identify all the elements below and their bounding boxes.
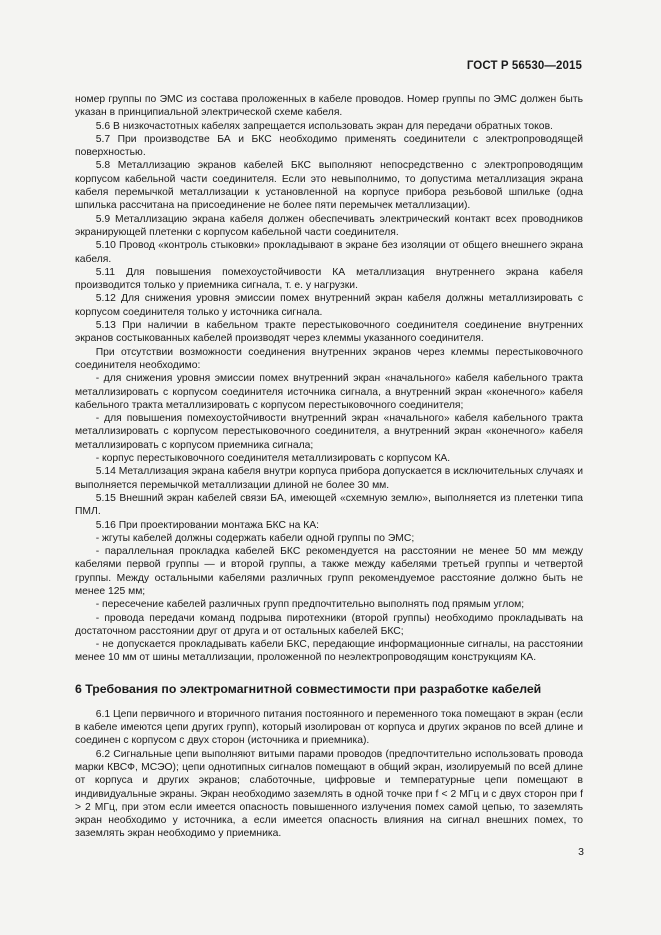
list-item: - провода передачи команд подрыва пиротехники (второй группы) необходимо прокладывать на достаточном расстоянии друг от друга и от остальных кабелей БКС; bbox=[75, 612, 583, 637]
paragraph-5-15: 5.15 Внешний экран кабелей связи БА, имеющей «схемную землю», выполняется из плетенки типа ПМЛ. bbox=[75, 492, 583, 518]
paragraph-continuation: номер группы по ЭМС из состава проложенных в кабеле проводов. Номер группы по ЭМС должен быть указан в принципиальной электрической схеме кабеля. bbox=[75, 94, 583, 119]
paragraph-5-7: 5.7 При производстве БА и БКС необходимо применять соединители с электропроводящей поверхностью. bbox=[75, 133, 583, 159]
list-item: - параллельная прокладка кабелей БКС рекомендуется на расстоянии не менее 50 мм между кабелями первой группы — и второй группы, а также между кабелями третьей группы и четвертой группы. Между остальными кабелями различных групп рекомендуемое расстояние должно быть не менее 125 мм; bbox=[75, 546, 583, 597]
paragraph-5-9: 5.9 Металлизацию экрана кабеля должен обеспечивать электрический контакт всех проводников экранирующей плетенки с корпусом кабельной части соединителя. bbox=[75, 213, 583, 238]
list-item: - жгуты кабелей должны содержать кабели одной группы по ЭМС; bbox=[95, 532, 415, 544]
paragraph-5-8: 5.8 Металлизацию экранов кабелей БКС выполняют непосредственно с электропроводящим корпусом кабельной части соединителя. Если это невыполнимо, то допустима металлизация экрана кабеля перемычкой металлизации к установленной на корпусе прибора резьбовой шпильке (одна шпилька рассчитана на присоединение не более пяти перемычек металлизации). bbox=[75, 160, 583, 212]
list-item: - корпус перестыковочного соединителя металлизировать с корпусом КА. bbox=[95, 453, 451, 465]
paragraph-5-10: 5.10 Провод «контроль стыковки» прокладывают в экране без изоляции от общего внешнего экрана кабеля. bbox=[75, 240, 583, 265]
paragraph-5-13: 5.13 При наличии в кабельном тракте перестыковочного соединителя соединение внутренних экранов состыкованных кабелей производят через клеммы указанного соединителя. bbox=[75, 320, 583, 345]
paragraph-5-11: 5.11 Для повышения помехоустойчивости КА металлизация внутреннего экрана кабеля производится только у приемника сигнала, т. е. у нагрузки. bbox=[75, 266, 583, 292]
paragraph-6-2: 6.2 Сигнальные цепи выполняют витыми парами проводов (предпочтительно использовать провода марки КВСФ, МСЭО); цепи однотипных сигналов помещают в общий экран, изолируемый по всей длине от корпуса и других экранов; слаботочные, цифровые и температурные цепи помещают в индивидуальные экраны. Экран необходимо заземлять в одной точке при f < 2 МГц и с двух сторон при f > 2 МГц, при этом если имеется опасность повышенного излучения помех самой цепью, то заземлять экран необходимо у источника, а если имеется опасность влияния на сигнал внешних помех, то заземлять экран необходимо у приемника. bbox=[75, 748, 583, 840]
paragraph-5-12: 5.12 Для снижения уровня эмиссии помех внутренний экран кабеля должны металлизировать с корпусом соединителя только у источника сигнала. bbox=[75, 293, 583, 318]
section-6-heading: 6 Требования по электромагнитной совместимости при разработке кабелей bbox=[75, 681, 542, 696]
standard-number: ГОСТ Р 56530—2015 bbox=[466, 60, 582, 72]
paragraph-6-1: 6.1 Цепи первичного и вторичного питания постоянного и переменного тока помещают в экран (если в кабеле имеются цепи других групп), который изолирован от корпуса и других экранов по всей длине и соединен с корпусом с двух сторон (источника и приемника). bbox=[75, 708, 583, 747]
paragraph-no-possibility: При отсутствии возможности соединения внутренних экранов через клеммы перестыковочного соединителя необходимо: bbox=[75, 346, 583, 371]
paragraph-5-6: 5.6 В низкочастотных кабелях запрещается использовать экран для передачи обратных токов. bbox=[95, 120, 553, 132]
list-item: - для снижения уровня эмиссии помех внутренний экран «начального» кабеля кабельного тракта металлизировать с корпусом соединителя источника сигнала, а внутренний экран «конечного» кабеля кабельного тракта металлизировать с корпусом перестыковочного соединителя; bbox=[75, 373, 583, 411]
list-item: - пересечение кабелей различных групп предпочтительно выполнять под прямым углом; bbox=[95, 599, 525, 611]
list-item: - не допускается прокладывать кабели БКС, передающие информационные сигналы, на расстоянии менее 10 мм от шины металлизации, проложенной по неэлектропроводящим конструкциям КА. bbox=[75, 639, 583, 664]
page-number: 3 bbox=[578, 846, 584, 858]
list-item: - для повышения помехоустойчивости внутренний экран «начального» кабеля кабельного тракта металлизировать с корпусом перестыковочного соединителя, а внутренний экран «конечного» кабеля металлизировать с корпусом приемника сигнала; bbox=[75, 413, 583, 451]
document-body bbox=[75, 93, 583, 841]
paragraph-5-14: 5.14 Металлизация экрана кабеля внутри корпуса прибора допускается в исключительных случаях и выполняется перемычкой металлизации длиной не более 30 мм. bbox=[75, 466, 584, 491]
paragraph-5-16: 5.16 При проектировании монтажа БКС на КА: bbox=[95, 519, 320, 531]
